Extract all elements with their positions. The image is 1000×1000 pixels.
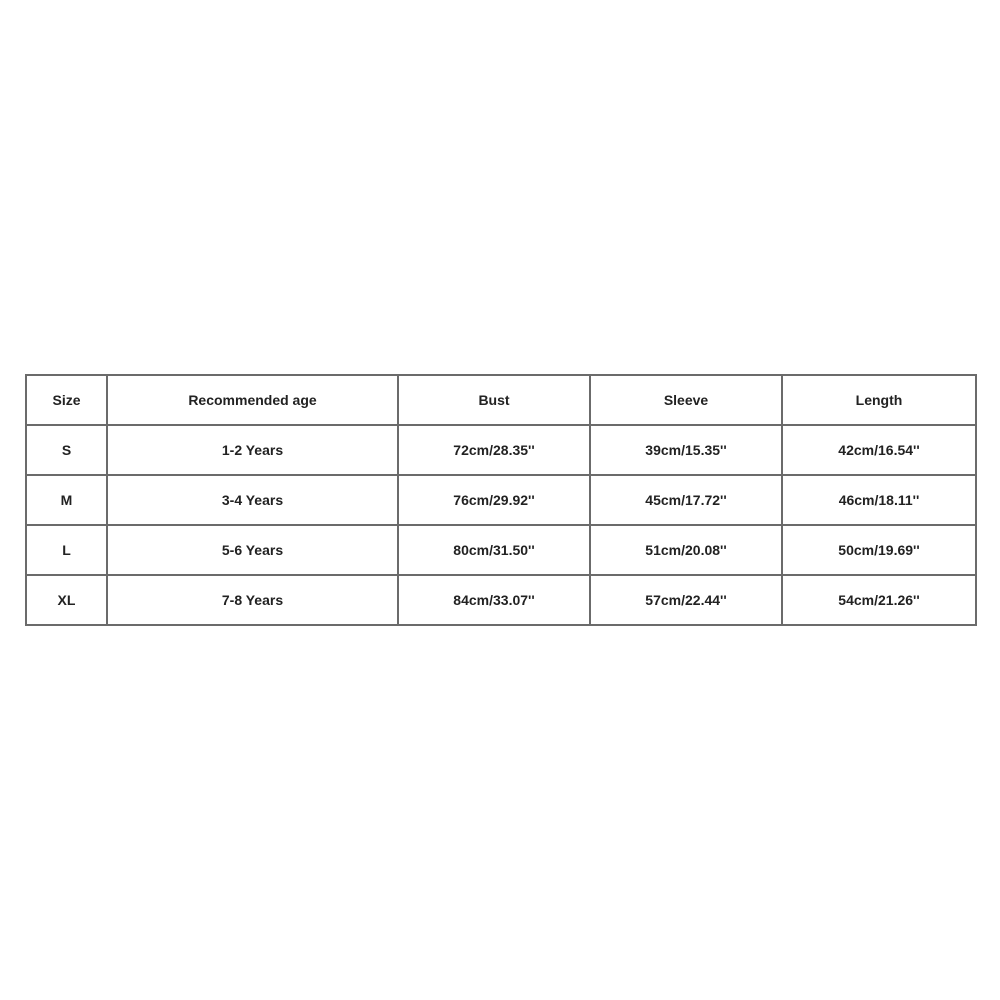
size-chart-table: [25, 374, 977, 626]
cell-recommended-age: 7-8 Years: [107, 575, 398, 625]
cell-sleeve: 57cm/22.44'': [590, 575, 782, 625]
table-header-row: [26, 375, 976, 425]
cell-length: 50cm/19.69'': [782, 525, 976, 575]
cell-recommended-age: 1-2 Years: [107, 425, 398, 475]
header-size: Size: [26, 375, 107, 425]
cell-bust: 80cm/31.50'': [398, 525, 590, 575]
cell-size: L: [26, 525, 107, 575]
cell-sleeve: 51cm/20.08'': [590, 525, 782, 575]
cell-bust: 72cm/28.35'': [398, 425, 590, 475]
cell-bust: 84cm/33.07'': [398, 575, 590, 625]
cell-sleeve: 45cm/17.72'': [590, 475, 782, 525]
table-row: [26, 575, 976, 625]
header-bust: Bust: [398, 375, 590, 425]
table-row: [26, 475, 976, 525]
table-row: [26, 425, 976, 475]
cell-length: 46cm/18.11'': [782, 475, 976, 525]
table-row: [26, 525, 976, 575]
cell-recommended-age: 3-4 Years: [107, 475, 398, 525]
header-sleeve: Sleeve: [590, 375, 782, 425]
cell-size: M: [26, 475, 107, 525]
cell-size: XL: [26, 575, 107, 625]
cell-size: S: [26, 425, 107, 475]
cell-bust: 76cm/29.92'': [398, 475, 590, 525]
cell-length: 54cm/21.26'': [782, 575, 976, 625]
cell-recommended-age: 5-6 Years: [107, 525, 398, 575]
cell-sleeve: 39cm/15.35'': [590, 425, 782, 475]
header-recommended-age: Recommended age: [107, 375, 398, 425]
header-length: Length: [782, 375, 976, 425]
cell-length: 42cm/16.54'': [782, 425, 976, 475]
